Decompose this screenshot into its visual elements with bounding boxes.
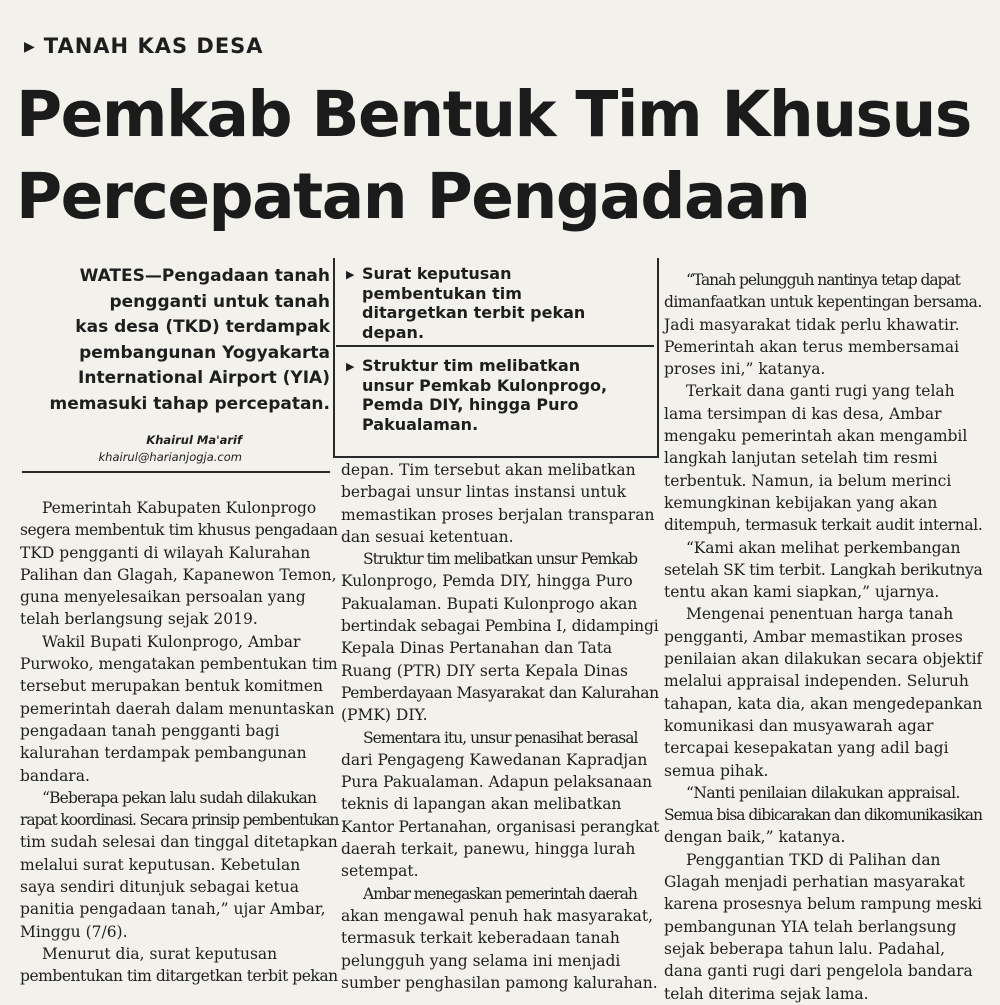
article-line: panitia pengadaan tanah,” ujar Ambar, xyxy=(20,900,326,919)
article-column-3 xyxy=(664,269,982,1005)
highlight-item xyxy=(340,264,650,342)
article-line: termasuk terkait keberadaan tanah xyxy=(341,929,620,948)
headline xyxy=(16,74,986,238)
article-line: langkah lanjutan setelah tim resmi xyxy=(664,449,938,468)
article-line: pemerintah daerah dalam menuntaskan xyxy=(20,699,335,718)
article-line: “Nanti penilaian dilakukan appraisal. xyxy=(686,783,960,802)
byline xyxy=(22,432,242,466)
article-line: pembangunan YIA telah berlangsung xyxy=(664,917,957,936)
article-line: Pemerintah Kabupaten Kulonprogo xyxy=(42,499,317,517)
article-line: setempat. xyxy=(341,862,419,881)
article-line: Sementara itu, unsur penasihat berasal xyxy=(363,728,638,747)
article-line: Pura Pakualaman. Adapun pelaksanaan xyxy=(341,773,653,792)
highlight-line: Struktur tim melibatkan xyxy=(362,356,581,375)
article-line: pembentukan tim ditargetkan terbit pekan xyxy=(20,967,338,986)
article-line: semua pihak. xyxy=(664,761,769,780)
article-line: akan mengawal penuh hak masyarakat, xyxy=(341,906,654,925)
article-line: “Tanah pelungguh nantinya tetap dapat xyxy=(686,271,960,289)
article-line: kalurahan terdampak pembangunan xyxy=(20,744,307,763)
highlight-line: unsur Pemkab Kulonprogo, xyxy=(362,375,608,395)
article-line: pelungguh yang selama ini menjadi xyxy=(341,951,621,970)
triangle-bullet-icon: ▶ xyxy=(24,39,36,55)
article-line: Penggantian TKD di Palihan dan xyxy=(686,850,941,869)
article-line: bertindak sebagai Pembina I, didampingi xyxy=(341,617,659,636)
highlight-box xyxy=(340,262,650,446)
lead-line: WATES—Pengadaan tanah xyxy=(79,266,330,286)
article-line: segera membentuk tim khusus pengadaan xyxy=(20,521,338,540)
article-line: melalui surat keputusan. Kebetulan xyxy=(20,855,301,874)
author-name: Khairul Ma'arif xyxy=(146,433,242,447)
article-line: ditempuh, termasuk terkait audit internal. xyxy=(664,516,983,535)
section-kicker xyxy=(24,34,264,58)
lead-line: memasuki tahap percepatan. xyxy=(49,393,330,414)
highlight-item xyxy=(340,356,650,434)
article-line: penilaian akan dilakukan secara objektif xyxy=(664,650,983,669)
article-line: tersebut merupakan bentuk komitmen xyxy=(20,677,324,696)
triangle-bullet-icon: ▶ xyxy=(346,268,355,281)
article-line: berbagai unsur lintas instansi untuk xyxy=(341,483,626,502)
article-line: Terkait dana ganti rugi yang telah xyxy=(686,382,955,401)
article-line: “Beberapa pekan lalu sudah dilakukan xyxy=(42,788,317,807)
highlight-left-rule xyxy=(333,258,335,458)
article-line: Ambar menegaskan pemerintah daerah xyxy=(363,884,637,903)
article-line: Glagah menjadi perhatian masyarakat xyxy=(664,873,965,892)
lead-line: kas desa (TKD) terdampak xyxy=(75,317,330,337)
kicker-label: TANAH KAS DESA xyxy=(43,34,264,58)
article-line: “Kami akan melihat perkembangan xyxy=(686,538,961,557)
article-line: Purwoko, mengatakan pembentukan tim xyxy=(20,655,338,674)
article-line: Semua bisa dibicarakan dan dikomunikasikan xyxy=(664,806,982,825)
lead-line: International Airport (YIA) xyxy=(78,368,330,388)
article-line: dari Pengageng Kawedanan Kapradjan xyxy=(341,750,648,769)
article-line: telah diterima sejak lama. xyxy=(664,984,869,1003)
article-line: pengganti, Ambar memastikan proses xyxy=(664,627,963,646)
article-line: memastikan proses berjalan transparan xyxy=(341,505,655,524)
article-line: tercapai kesepakatan yang adil bagi xyxy=(664,739,949,758)
article-line: sumber penghasilan pamong kalurahan. xyxy=(341,973,658,992)
article-line: Kepala Dinas Pertanahan dan Tata xyxy=(341,639,613,658)
article-line: Struktur tim melibatkan unsur Pemkab xyxy=(363,550,638,569)
article-line: saya sendiri ditunjuk sebagai ketua xyxy=(20,878,299,897)
article-line: sejak beberapa tahun lalu. Padahal, xyxy=(664,939,946,958)
article-line: dan sesuai ketentuan. xyxy=(341,527,514,546)
article-line: komunikasi dan musyawarah agar xyxy=(664,716,934,735)
article-line: telah berlangsung sejak 2019. xyxy=(20,610,258,629)
headline-line-1: Pemkab Bentuk Tim Khusus xyxy=(16,78,971,151)
article-line: daerah terkait, panewu, hingga lurah xyxy=(341,840,636,859)
article-line: bandara. xyxy=(20,766,90,785)
article-line: tentu akan kami siapkan,” ujarnya. xyxy=(664,583,940,602)
article-line: TKD pengganti di wilayah Kalurahan xyxy=(20,543,311,562)
article-line: dimanfaatkan untuk kepentingan bersama. xyxy=(664,293,982,312)
article-line: Ruang (PTR) DIY serta Kepala Dinas xyxy=(341,661,629,680)
article-line: (PMK) DIY. xyxy=(341,706,428,725)
article-line: Menurut dia, surat keputusan xyxy=(42,944,278,963)
author-email: khairul@harianjogja.com xyxy=(98,450,242,464)
article-line: melalui appraisal independen. Seluruh xyxy=(664,672,969,691)
article-line: pengadaan tanah pengganti bagi xyxy=(20,721,280,740)
article-line: tim sudah selesai dan tinggal ditetapkan xyxy=(20,833,338,852)
article-line: Jadi masyarakat tidak perlu khawatir. xyxy=(664,315,960,334)
article-line: tahapan, kata dia, akan mengedepankan xyxy=(664,694,983,713)
lead-line: pengganti untuk tanah xyxy=(109,291,330,312)
highlight-bottom-rule xyxy=(333,456,659,458)
highlight-right-rule xyxy=(657,258,659,458)
article-line: proses ini,” katanya. xyxy=(664,360,826,379)
article-line: dana ganti rugi dari pengelola bandara xyxy=(664,962,973,981)
article-line: terbentuk. Namun, ia belum merinci xyxy=(664,471,952,490)
article-line: Minggu (7/6). xyxy=(20,922,128,941)
lead-line: pembangunan Yogyakarta xyxy=(79,342,330,363)
highlight-line: pembentukan tim xyxy=(362,283,522,303)
article-column-1 xyxy=(20,497,338,988)
article-line: karena prosesnya belum rampung meski xyxy=(664,895,982,914)
article-line: Pemerintah akan terus membersamai xyxy=(664,337,960,356)
article-line: mengaku pemerintah akan mengambil xyxy=(664,427,968,446)
article-line: Kulonprogo, Pemda DIY, hingga Puro xyxy=(341,572,633,591)
highlight-line: depan. xyxy=(362,322,425,342)
article-line: Palihan dan Glagah, Kapanewon Temon, xyxy=(20,565,337,584)
highlight-line: Pakualaman. xyxy=(362,414,479,434)
article-column-2 xyxy=(341,459,659,994)
article-line: teknis di lapangan akan melibatkan xyxy=(341,795,622,814)
article-line: Pakualaman. Bupati Kulonprogo akan xyxy=(341,594,638,613)
article-line: setelah SK tim terbit. Langkah berikutnya xyxy=(664,560,983,579)
article-line: depan. Tim tersebut akan melibatkan xyxy=(341,461,636,479)
highlight-line: ditargetkan terbit pekan xyxy=(362,303,586,322)
article-line: dengan baik,” katanya. xyxy=(664,828,846,847)
article-line: lama tersimpan di kas desa, Ambar xyxy=(664,404,942,423)
article-line: guna menyelesaikan persoalan yang xyxy=(20,588,306,607)
lead-paragraph xyxy=(22,264,330,417)
highlight-line: Surat keputusan xyxy=(362,264,512,283)
article-line: rapat koordinasi. Secara prinsip pembentukan xyxy=(20,811,339,830)
article-line: Pemberdayaan Masyarakat dan Kalurahan xyxy=(341,683,659,702)
headline-line-2: Percepatan Pengadaan xyxy=(16,160,810,233)
byline-rule xyxy=(22,471,330,473)
triangle-bullet-icon: ▶ xyxy=(346,360,355,373)
article-line: Kantor Pertanahan, organisasi perangkat xyxy=(341,817,660,836)
article-line: Wakil Bupati Kulonprogo, Ambar xyxy=(42,632,301,651)
article-line: Mengenai penentuan harga tanah xyxy=(686,605,954,624)
article-line: kemungkinan kebijakan yang akan xyxy=(664,493,938,512)
highlight-line: Pemda DIY, hingga Puro xyxy=(362,395,579,414)
